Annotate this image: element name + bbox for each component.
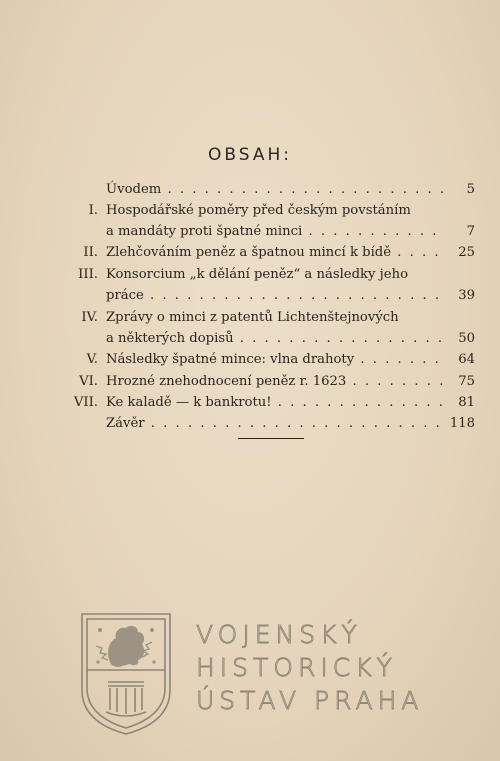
toc-title: Zprávy o minci z patentů Lichtenštejnových (106, 310, 399, 325)
toc-title: Hrozné znehodnocení peněz r. 1623 (106, 374, 347, 389)
toc-entry-1[interactable] (60, 201, 475, 221)
toc-entry-1-cont[interactable] (60, 222, 475, 242)
toc-entry-5[interactable] (60, 350, 475, 370)
toc-number: II. (83, 245, 98, 260)
toc-page: 81 (458, 395, 475, 410)
toc-page: 39 (458, 288, 475, 303)
toc-title-cont: a mandáty proti špatné minci (106, 224, 303, 239)
toc-number: V. (86, 352, 98, 367)
toc-entry-3-cont[interactable] (60, 286, 475, 306)
toc-page: 7 (466, 224, 475, 239)
toc-page: 118 (449, 416, 475, 431)
toc-entry-intro[interactable] (60, 180, 475, 200)
library-stamp (80, 612, 440, 740)
toc-title: Následky špatné mince: vlna drahoty (106, 352, 355, 367)
stamp-line-1: VOJENSKÝ (196, 620, 362, 649)
toc-title: Konsorcium „k dělání peněz“ a následky jeho (106, 267, 409, 282)
stamp-line-3: ÚSTAV PRAHA (196, 686, 424, 715)
toc-entry-4[interactable] (60, 308, 475, 328)
toc-entry-2[interactable] (60, 243, 475, 263)
page-title: OBSAH: (208, 145, 292, 165)
toc-entry-6[interactable] (60, 372, 475, 392)
toc-number: VI. (79, 374, 98, 389)
lion-shield-emblem-icon (80, 612, 172, 736)
stamp-text (196, 618, 446, 717)
toc-title: Zlehčováním peněz a špatnou mincí k bídě (106, 245, 392, 260)
toc-title: Závěr (106, 416, 145, 431)
toc-title-cont: práce (106, 288, 144, 303)
toc-entry-3[interactable] (60, 265, 475, 285)
toc-page: 50 (458, 331, 475, 346)
toc-entry-7[interactable] (60, 393, 475, 413)
toc-title: Úvodem (106, 182, 162, 197)
toc-entry-4-cont[interactable] (60, 329, 475, 349)
toc-entry-conclusion[interactable] (60, 414, 475, 434)
toc-title: Ke kaladě — k bankrotu! (106, 395, 272, 410)
toc-number: IV. (81, 310, 98, 325)
toc-title-cont: a některých dopisů (106, 331, 234, 346)
toc-number: I. (88, 203, 98, 218)
toc-number: VII. (73, 395, 98, 410)
toc-page: 5 (466, 182, 475, 197)
toc-page: 25 (458, 245, 475, 260)
stamp-line-2: HISTORICKÝ (196, 653, 397, 682)
toc-page: 64 (458, 352, 475, 367)
toc-title: Hospodářské poměry před českým povstáním (106, 203, 411, 218)
section-divider (238, 438, 304, 439)
toc-number: III. (78, 267, 98, 282)
toc-page: 75 (458, 374, 475, 389)
